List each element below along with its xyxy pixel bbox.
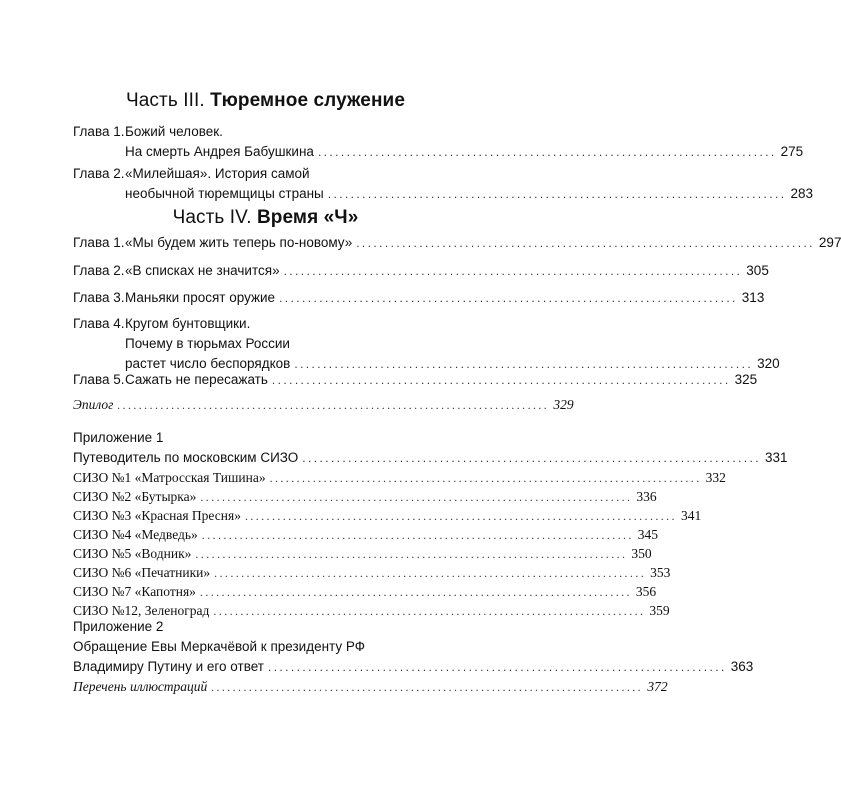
toc-entry-appendix-2[interactable]: [73, 617, 754, 677]
page-number: 297: [818, 235, 841, 250]
chapter-label: Глава 1.: [73, 124, 125, 139]
page-number: 353: [650, 565, 671, 580]
leader-dots: ................................................................................: [294, 357, 754, 371]
page-number: 359: [649, 603, 670, 618]
leader-dots: ................................................................................: [271, 373, 731, 387]
chapter-label: Глава 5.: [73, 372, 125, 387]
leader-dots: ................................................................................: [283, 264, 743, 278]
sizo-name: СИЗО №2 «Бутырка»: [73, 489, 197, 504]
part-4-title: Время «Ч»: [256, 207, 359, 228]
part-3-heading: [0, 90, 531, 112]
leader-dots: ................................................................................: [244, 509, 677, 523]
appendix-label: Приложение 1: [73, 430, 164, 445]
epilogue-label: Эпилог: [73, 397, 114, 412]
leader-dots: ................................................................................: [327, 187, 787, 201]
leader-dots: ................................................................................: [269, 471, 702, 485]
toc-entry-part4-ch4[interactable]: [73, 314, 780, 374]
page-number: 341: [680, 508, 702, 523]
page-number: 325: [734, 372, 758, 387]
leader-dots: ................................................................................: [317, 145, 777, 159]
page-number: 363: [730, 659, 754, 674]
leader-dots: ................................................................................: [356, 236, 815, 250]
page-number: 345: [637, 527, 659, 542]
page-number: 329: [553, 397, 574, 412]
sizo-name: СИЗО №7 «Капотня»: [73, 584, 196, 599]
page-number: 356: [635, 584, 657, 599]
leader-dots: ................................................................................: [200, 490, 633, 504]
leader-dots: ................................................................................: [213, 604, 646, 618]
leader-dots: ................................................................................: [195, 547, 628, 561]
list-item[interactable]: [73, 487, 657, 506]
chapter-title-line: Маньяки просят оружие: [125, 290, 276, 305]
chapter-title-line: Кругом бунтовщики.: [125, 316, 251, 331]
toc-entry-part3-ch1[interactable]: [73, 122, 804, 162]
page-number: 372: [647, 679, 668, 694]
leader-dots: ................................................................................: [267, 660, 727, 674]
leader-dots: ................................................................................: [279, 291, 738, 305]
page-number: 332: [705, 470, 726, 485]
chapter-label: Глава 2.: [73, 166, 125, 181]
part-3-number: Часть III.: [125, 90, 205, 111]
toc-entry-part3-ch2[interactable]: [73, 164, 813, 204]
page-number: 350: [631, 546, 652, 561]
toc-entry-part4-ch3[interactable]: [73, 288, 765, 308]
sizo-name: СИЗО №1 «Матросская Тишина»: [73, 470, 266, 485]
chapter-label: Глава 4.: [73, 316, 125, 331]
list-item[interactable]: [73, 506, 702, 525]
page-number: 336: [636, 489, 657, 504]
list-item[interactable]: [73, 468, 726, 487]
sizo-list: [73, 468, 726, 620]
toc-entry-illustrations[interactable]: [73, 677, 668, 697]
list-item[interactable]: [73, 582, 657, 601]
leader-dots: ................................................................................: [201, 528, 634, 542]
chapter-title-line: Сажать не пересажать: [125, 372, 268, 387]
sizo-name: СИЗО №5 «Водник»: [73, 546, 192, 561]
illustrations-label: Перечень иллюстраций: [73, 679, 208, 694]
sizo-name: СИЗО №4 «Медведь»: [73, 527, 198, 542]
page-number: 331: [765, 450, 788, 465]
toc-entry-appendix-1[interactable]: [73, 428, 788, 468]
chapter-label: Глава 1.: [73, 235, 125, 250]
appendix-title-line: Обращение Евы Меркачёвой к президенту РФ: [73, 639, 365, 654]
part-4-number: Часть IV.: [172, 207, 252, 228]
appendix-title: Путеводитель по московским СИЗО: [73, 450, 299, 465]
chapter-title-line: растет число беспорядков: [125, 356, 291, 371]
appendix-title-line: Владимиру Путину и его ответ: [73, 659, 264, 674]
chapter-title-line: На смерть Андрея Бабушкина: [125, 144, 314, 159]
chapter-title-line: «Милейшая». История самой: [125, 166, 310, 181]
sizo-name: СИЗО №12, Зеленоград: [73, 603, 210, 618]
leader-dots: ................................................................................: [302, 451, 761, 465]
page-number: 305: [746, 263, 769, 278]
page-number: 283: [790, 186, 813, 201]
sizo-name: СИЗО №6 «Печатники»: [73, 565, 211, 580]
chapter-label: Глава 2.: [73, 263, 125, 278]
list-item[interactable]: [73, 563, 671, 582]
part-4-heading: [0, 207, 531, 229]
sizo-name: СИЗО №3 «Красная Пресня»: [73, 508, 241, 523]
page-number: 320: [757, 356, 780, 371]
list-item[interactable]: [73, 525, 659, 544]
page-number: 275: [780, 144, 804, 159]
toc-entry-epilogue[interactable]: [73, 395, 574, 415]
chapter-label: Глава 3.: [73, 290, 125, 305]
toc-entry-part4-ch5[interactable]: [73, 370, 758, 390]
chapter-title-line: Почему в тюрьмах России: [125, 336, 290, 351]
leader-dots: ................................................................................: [117, 398, 550, 412]
leader-dots: ................................................................................: [211, 680, 644, 694]
leader-dots: ................................................................................: [214, 566, 647, 580]
appendix-label: Приложение 2: [73, 619, 164, 634]
toc-entry-part4-ch1[interactable]: [73, 233, 841, 253]
chapter-title-line: Божий человек.: [125, 124, 223, 139]
toc-entry-part4-ch2[interactable]: [73, 261, 769, 281]
part-3-title: Тюремное служение: [210, 90, 405, 111]
chapter-title-line: необычной тюремщицы страны: [125, 186, 324, 201]
chapter-title-line: «В списках не значится»: [125, 263, 280, 278]
leader-dots: ................................................................................: [199, 585, 632, 599]
list-item[interactable]: [73, 544, 652, 563]
page-number: 313: [741, 290, 765, 305]
chapter-title-line: «Мы будем жить теперь по-новому»: [125, 235, 353, 250]
